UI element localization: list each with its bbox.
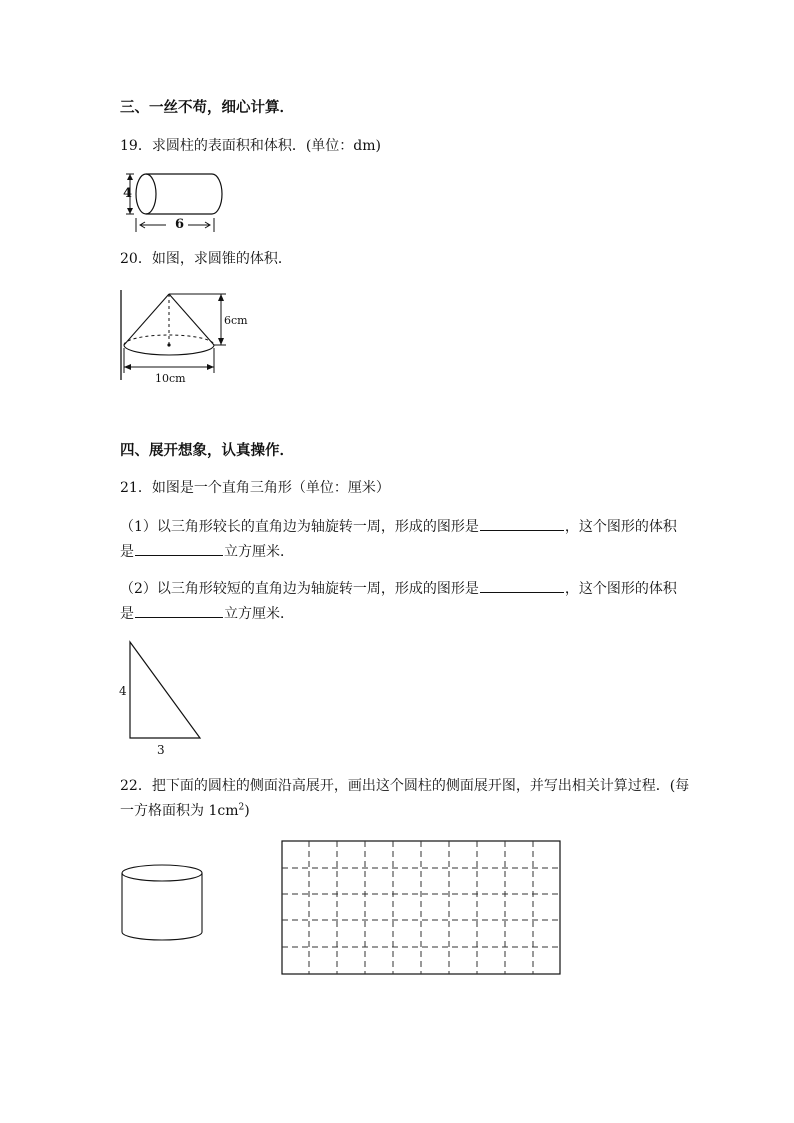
cylinder-height-label: 4 [123,186,133,201]
q21-part1-text-b: ，这个图形的体积 [564,519,677,535]
q21-part1-volume-blank[interactable] [135,541,223,556]
q21-part1-line2 [120,541,294,561]
q21-part2-shape-blank[interactable] [480,578,564,593]
q21-part2-text-d: 立方厘米． [224,606,294,622]
q21-part1-text-d: 立方厘米． [224,544,294,560]
q22-unit-text: 一方格面积为 1cm [120,803,239,819]
cylinder-figure-q19 [118,168,228,236]
q21-part2-volume-blank[interactable] [135,603,223,618]
triangle-horizontal-label: 3 [157,743,165,757]
q21-part1-text-c: 是 [120,544,134,560]
q21-part1-line1 [120,516,677,536]
q21-part2-text-a: （2）以三角形较短的直角边为轴旋转一周，形成的图形是 [120,581,479,597]
grid-paper-q22[interactable] [281,840,562,976]
cone-height-label: 6cm [224,314,248,327]
q22-unit-superscript: 2 [238,802,245,813]
section-4-heading: 四、展开想象，认真操作． [120,442,294,459]
q21-part2-line1 [120,578,677,598]
cone-diameter-label: 10cm [155,372,186,385]
q21-part2-text-c: 是 [120,606,134,622]
q21-part2-line2 [120,603,294,623]
cylinder-length-label: 6 [175,217,185,232]
triangle-vertical-label: 4 [119,684,127,698]
q22-closing-paren: ) [244,803,250,819]
section-3-heading: 三、一丝不苟，细心计算． [120,99,294,116]
question-21-text: 21．如图是一个直角三角形（单位：厘米） [120,480,390,496]
question-22-text-line1: 22．把下面的圆柱的侧面沿高展开，画出这个圆柱的侧面展开图，并写出相关计算过程．(每 [120,778,690,794]
right-triangle-figure-q21 [126,640,206,742]
question-22-text-line2 [120,802,250,820]
q21-part1-text-a: （1）以三角形较长的直角边为轴旋转一周，形成的图形是 [120,519,479,535]
q21-part2-text-b: ，这个图形的体积 [564,581,677,597]
q21-part1-shape-blank[interactable] [480,516,564,531]
question-19-text: 19．求圆柱的表面积和体积．(单位：dm) [120,138,381,154]
question-20-text: 20．如图，求圆锥的体积． [120,251,292,267]
cylinder-figure-q22 [118,862,210,946]
